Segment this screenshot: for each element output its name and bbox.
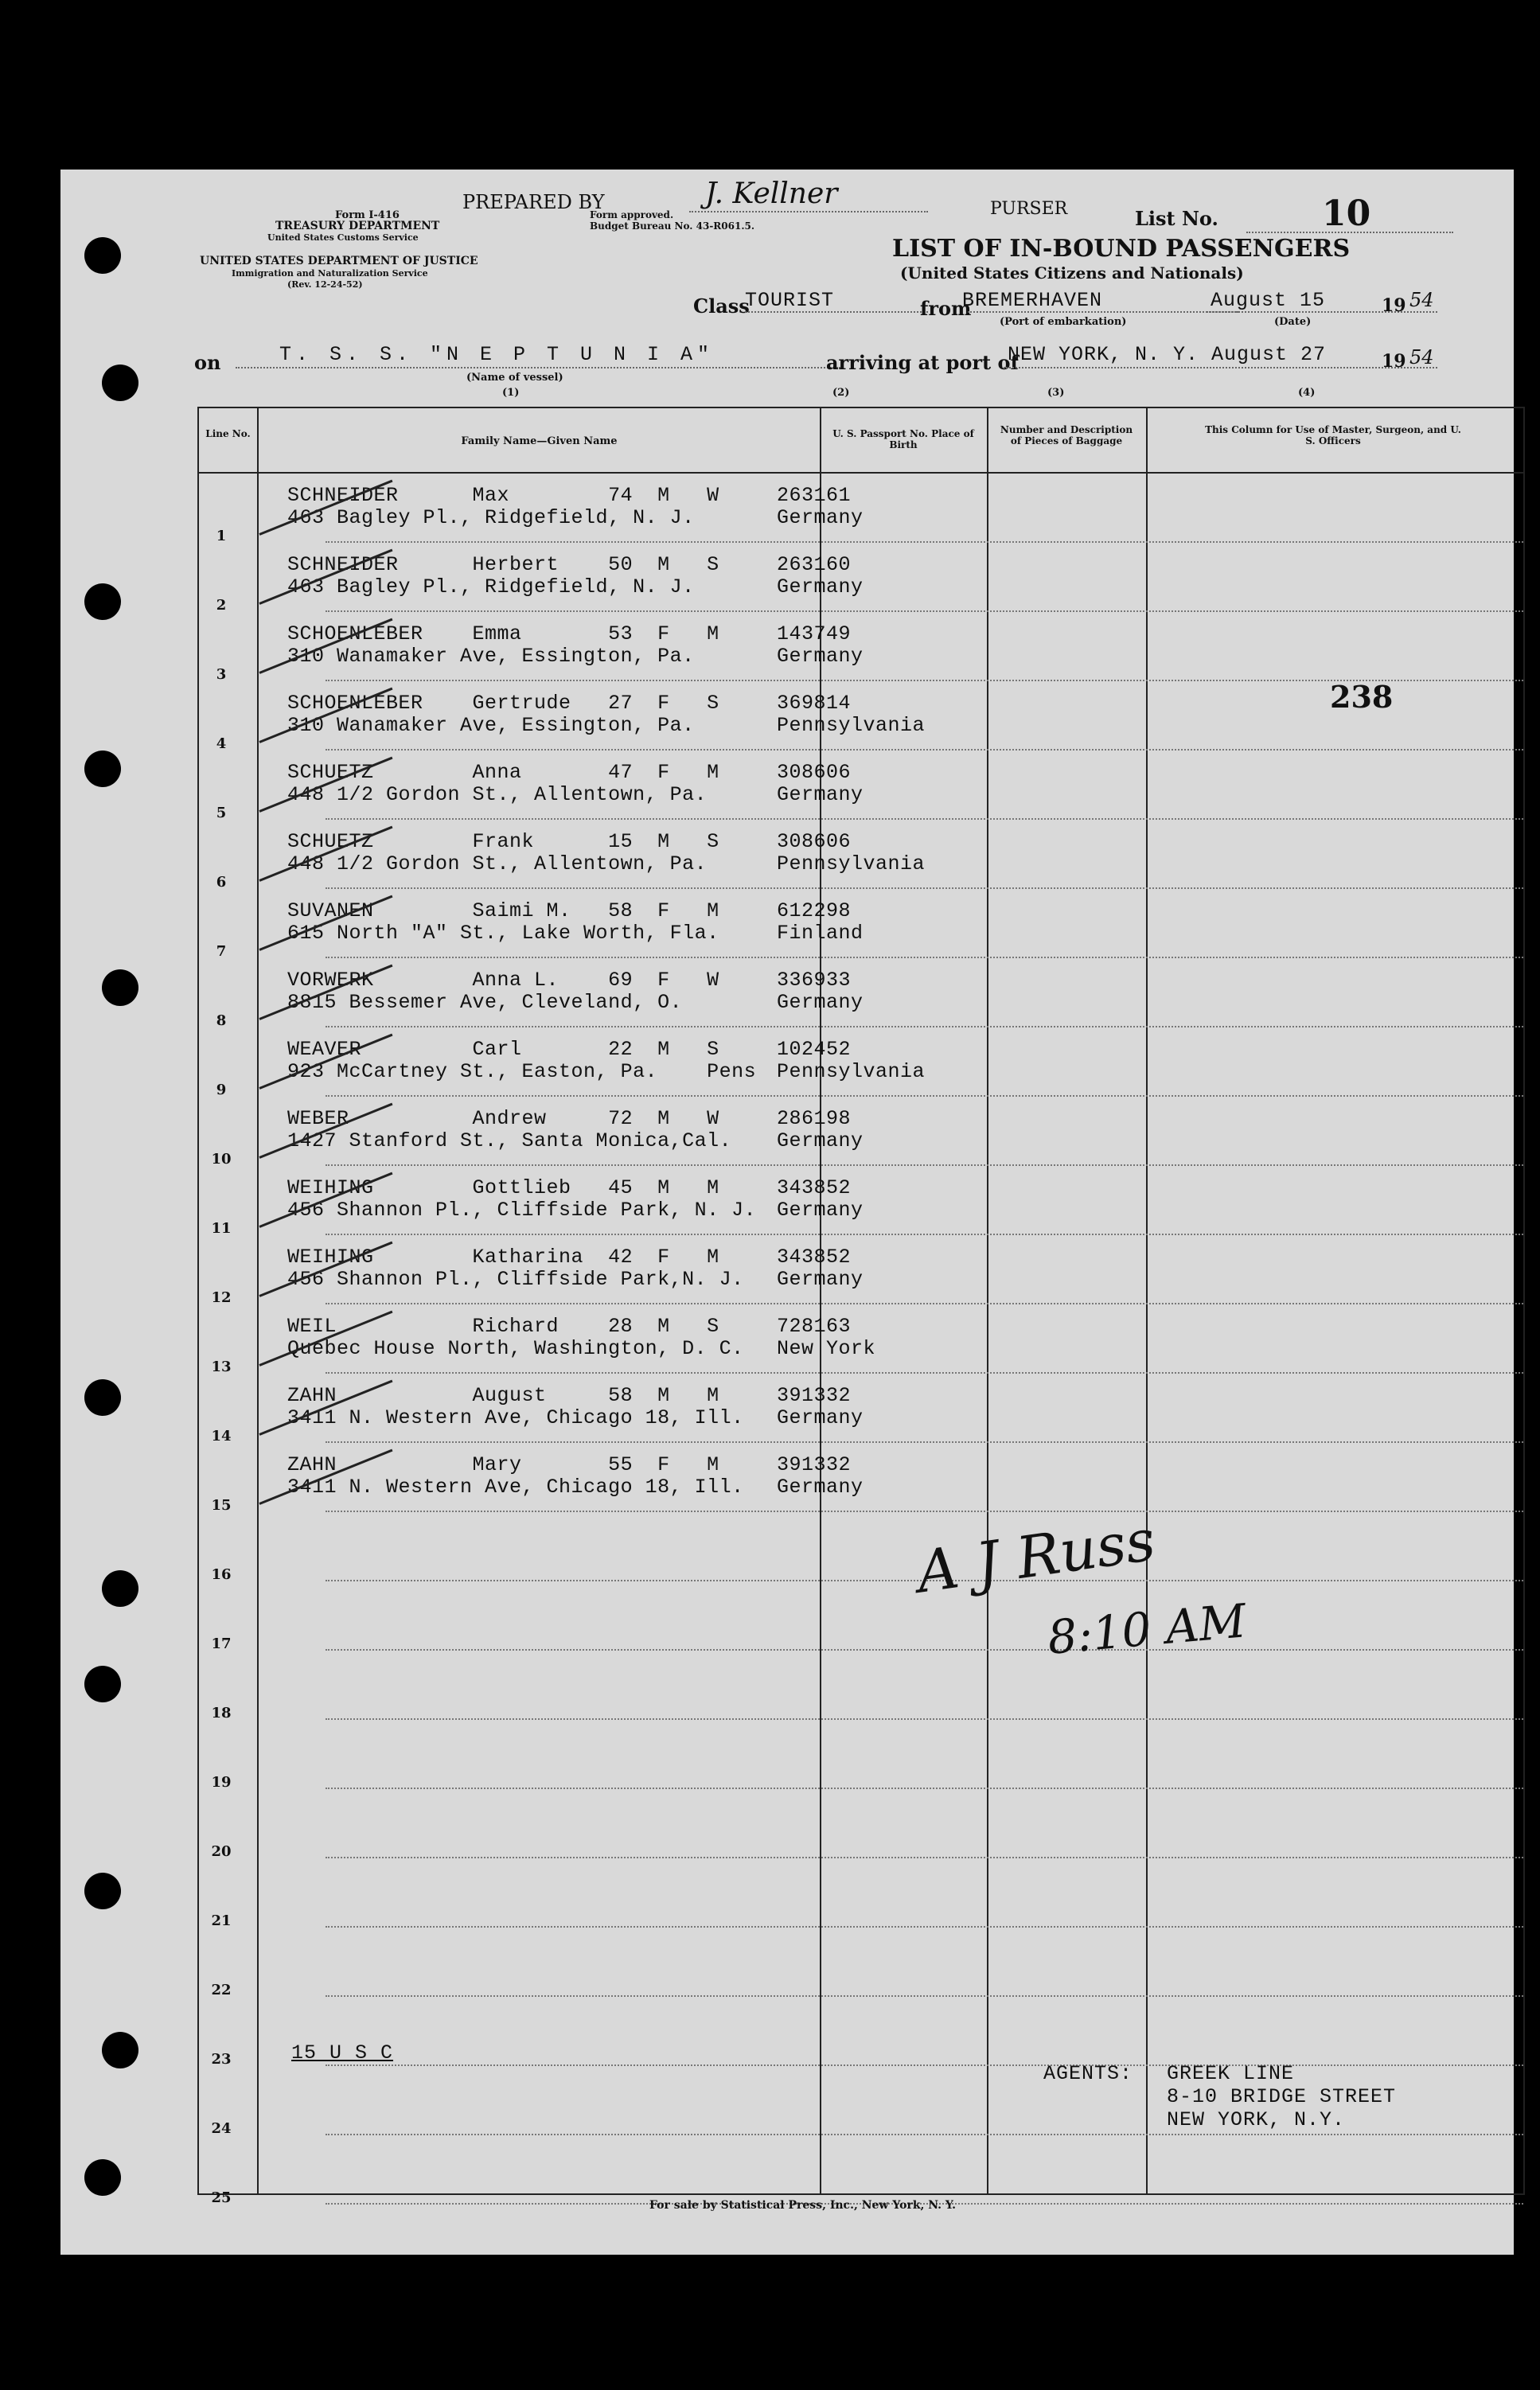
place-of-birth: Germany xyxy=(777,1129,864,1152)
year-prefix-2: 19 xyxy=(1382,351,1406,372)
row-rule xyxy=(326,957,1523,958)
punch-hole xyxy=(84,751,121,787)
passenger-name: ZAHN Mary 55 F M xyxy=(287,1453,719,1476)
class-label: Class xyxy=(693,294,750,318)
passenger-address: 448 1/2 Gordon St., Allentown, Pa. xyxy=(287,852,708,875)
passenger-name: SUVANEN Saimi M. 58 F M xyxy=(287,899,719,922)
passenger-name: ZAHN August 58 M M xyxy=(287,1384,719,1407)
passenger-name: SCHNEIDER Herbert 50 M S xyxy=(287,553,719,576)
place-of-birth: Germany xyxy=(777,991,864,1014)
line-number: 13 xyxy=(211,1359,232,1375)
on-label: on xyxy=(194,351,221,374)
row-rule xyxy=(326,1303,1523,1304)
passenger-address: 456 Shannon Pl., Cliffside Park, N. J. xyxy=(287,1199,757,1222)
place-of-birth: Pennsylvania xyxy=(777,852,926,875)
line-number: 15 xyxy=(211,1497,232,1514)
punch-hole xyxy=(84,583,121,620)
header-line-no: Line No. xyxy=(205,428,251,439)
row-rule xyxy=(326,1718,1523,1720)
line-number: 18 xyxy=(211,1705,232,1721)
passenger-address: 463 Bagley Pl., Ridgefield, N. J. xyxy=(287,575,695,598)
header-divider xyxy=(199,472,1523,474)
passenger-address: 8815 Bessemer Ave, Cleveland, O. xyxy=(287,991,683,1014)
passenger-address: 448 1/2 Gordon St., Allentown, Pa. xyxy=(287,783,708,806)
header-baggage: Number and Description of Pieces of Baggage xyxy=(1000,424,1133,446)
row-rule xyxy=(326,1788,1523,1789)
from-label: from xyxy=(920,297,972,320)
passenger-name: SCHUETZ Frank 15 M S xyxy=(287,830,719,853)
row-rule xyxy=(326,749,1523,751)
passport-number: 263160 xyxy=(777,553,852,576)
passport-number: 391332 xyxy=(777,1384,852,1407)
line-number: 7 xyxy=(216,943,227,960)
purser-label: PURSER xyxy=(990,199,1068,219)
passenger-name: SCHUETZ Anna 47 F M xyxy=(287,761,719,784)
row-rule xyxy=(326,887,1523,889)
punch-hole xyxy=(102,969,138,1006)
form-approved: Form approved. xyxy=(590,209,674,220)
place-of-birth: Germany xyxy=(777,1199,864,1222)
place-of-birth: Germany xyxy=(777,783,864,806)
row-rule xyxy=(326,1995,1523,1997)
place-of-birth: Germany xyxy=(777,1476,864,1499)
line-number: 10 xyxy=(211,1151,232,1168)
line-number: 17 xyxy=(211,1636,232,1652)
row-rule xyxy=(326,1857,1523,1858)
class-value: TOURIST xyxy=(745,289,835,312)
agents-label: AGENTS: xyxy=(1043,2062,1133,2085)
place-of-birth: Finland xyxy=(777,922,864,945)
passenger-name: WEIHING Gottlieb 45 M M xyxy=(287,1176,719,1199)
punch-hole xyxy=(84,1379,121,1416)
passport-number: 612298 xyxy=(777,899,852,922)
line-number: 4 xyxy=(216,735,227,752)
punch-hole xyxy=(102,1570,138,1607)
passenger-name: WEIL Richard 28 M S xyxy=(287,1315,719,1338)
passenger-name: SCHNEIDER Max 74 M W xyxy=(287,484,719,507)
vessel-name: T. S. S. "N E P T U N I A" xyxy=(279,343,715,366)
revision-date: (Rev. 12-24-52) xyxy=(287,279,363,290)
vessel-line xyxy=(236,367,840,368)
header-passport: U. S. Passport No. Place of Birth xyxy=(832,428,974,450)
date-caption: (Date) xyxy=(1274,316,1312,328)
immigration-service: Immigration and Naturalization Service xyxy=(232,268,428,279)
passenger-address: 310 Wanamaker Ave, Essington, Pa. xyxy=(287,714,695,737)
row-rule xyxy=(326,1649,1523,1651)
prepared-by-signature: J. Kellner xyxy=(705,177,838,210)
line-number: 19 xyxy=(211,1774,232,1791)
line-number: 12 xyxy=(211,1289,232,1306)
row-rule xyxy=(326,1511,1523,1512)
form-number: Form I-416 xyxy=(335,209,400,221)
punch-hole xyxy=(84,2159,121,2196)
passenger-name: SCHOENLEBER Gertrude 27 F S xyxy=(287,692,719,715)
passport-number: 343852 xyxy=(777,1176,852,1199)
prepared-by-label: PREPARED BY xyxy=(462,191,605,213)
year-value-2: 54 xyxy=(1409,346,1434,368)
line-number: 11 xyxy=(211,1220,232,1237)
time-stamp: 8:10 AM xyxy=(1045,1593,1249,1665)
treasury-dept: TREASURY DEPARTMENT xyxy=(275,220,440,232)
column-number-4: (4) xyxy=(1298,387,1316,399)
arrival-port-date: NEW YORK, N. Y. August 27 xyxy=(1008,343,1327,366)
passport-number: 263161 xyxy=(777,484,852,507)
passport-number: 391332 xyxy=(777,1453,852,1476)
form-title: LIST OF IN-BOUND PASSENGERS xyxy=(892,235,1351,263)
column-number-1: (1) xyxy=(502,387,520,399)
column-number-3: (3) xyxy=(1047,387,1065,399)
row-rule xyxy=(326,1372,1523,1374)
justice-dept: UNITED STATES DEPARTMENT OF JUSTICE xyxy=(200,255,478,267)
row-rule xyxy=(326,2064,1523,2066)
place-of-birth: Pennsylvania xyxy=(777,1060,926,1083)
passenger-address: 1427 Stanford St., Santa Monica,Cal. xyxy=(287,1129,732,1152)
passenger-name: SCHOENLEBER Emma 53 F M xyxy=(287,622,719,645)
passenger-address: 3411 N. Western Ave, Chicago 18, Ill. xyxy=(287,1406,744,1429)
port-embarkation: BREMERHAVEN xyxy=(962,289,1103,312)
class-line xyxy=(745,311,928,313)
inspector-signature: A J Russ xyxy=(912,1506,1160,1606)
punch-hole xyxy=(84,237,121,274)
punch-hole xyxy=(84,1873,121,1909)
agent-line-1: GREEK LINE xyxy=(1167,2062,1295,2085)
budget-bureau: Budget Bureau No. 43-R061.5. xyxy=(590,220,755,232)
passenger-address: 463 Bagley Pl., Ridgefield, N. J. xyxy=(287,506,695,529)
list-no-label: List No. xyxy=(1135,207,1218,230)
row-rule xyxy=(326,1095,1523,1097)
agent-line-2: 8-10 BRIDGE STREET xyxy=(1167,2085,1397,2108)
row-rule xyxy=(326,610,1523,612)
line-number: 24 xyxy=(211,2120,232,2137)
arriving-label: arriving at port of xyxy=(826,351,1019,374)
vessel-caption: (Name of vessel) xyxy=(466,372,563,384)
row-rule xyxy=(326,1164,1523,1166)
line-number: 25 xyxy=(211,2189,232,2206)
place-of-birth: Germany xyxy=(777,575,864,598)
line-number: 5 xyxy=(216,805,227,821)
from-line xyxy=(968,311,1238,313)
place-of-birth: Pennsylvania xyxy=(777,714,926,737)
punch-hole xyxy=(84,1666,121,1702)
line-number: 1 xyxy=(216,528,227,544)
passport-number: 308606 xyxy=(777,761,852,784)
row-rule xyxy=(326,1026,1523,1027)
line-number: 14 xyxy=(211,1428,232,1445)
col-divider-1 xyxy=(257,408,259,2193)
arrival-line xyxy=(1004,367,1437,368)
agent-line-3: NEW YORK, N.Y. xyxy=(1167,2108,1346,2131)
passport-number: 102452 xyxy=(777,1038,852,1061)
header-officers: This Column for Use of Master, Surgeon, and U. S. Officers xyxy=(1205,424,1461,446)
passport-number: 286198 xyxy=(777,1107,852,1130)
prepared-by-line xyxy=(689,211,928,212)
line-number: 20 xyxy=(211,1843,232,1860)
punch-hole xyxy=(102,365,138,401)
line-number: 3 xyxy=(216,666,227,683)
list-no-value: 10 xyxy=(1322,193,1371,234)
line-number: 16 xyxy=(211,1566,232,1583)
year-value-1: 54 xyxy=(1409,289,1434,311)
passport-number: 369814 xyxy=(777,692,852,715)
line-number: 2 xyxy=(216,597,227,614)
place-of-birth: New York xyxy=(777,1337,876,1360)
passport-number: 343852 xyxy=(777,1246,852,1269)
passenger-address: 615 North "A" St., Lake Worth, Fla. xyxy=(287,922,719,945)
departure-date: August 15 xyxy=(1211,289,1326,312)
place-of-birth: Germany xyxy=(777,1268,864,1291)
column-number-2: (2) xyxy=(832,387,850,399)
place-of-birth: Germany xyxy=(777,506,864,529)
place-of-birth: Germany xyxy=(777,1406,864,1429)
passport-number: 336933 xyxy=(777,969,852,992)
passenger-address: 456 Shannon Pl., Cliffside Park,N. J. xyxy=(287,1268,744,1291)
row-rule xyxy=(326,818,1523,820)
passport-number: 143749 xyxy=(777,622,852,645)
footer-printer: For sale by Statistical Press, Inc., New York, N. Y. xyxy=(649,2199,956,2212)
summary-count: 15 U S C xyxy=(291,2041,394,2064)
year-prefix-1: 19 xyxy=(1382,295,1406,316)
customs-service: United States Customs Service xyxy=(267,232,419,243)
passenger-address: 310 Wanamaker Ave, Essington, Pa. xyxy=(287,645,695,668)
header-name: Family Name—Given Name xyxy=(461,435,618,447)
line-number: 9 xyxy=(216,1082,227,1098)
punch-hole xyxy=(102,2032,138,2068)
passport-number: 728163 xyxy=(777,1315,852,1338)
passenger-address: 923 McCartney St., Easton, Pa. Pens xyxy=(287,1060,757,1083)
passenger-address: 3411 N. Western Ave, Chicago 18, Ill. xyxy=(287,1476,744,1499)
line-number: 21 xyxy=(211,1912,232,1929)
line-number: 6 xyxy=(216,874,227,891)
passenger-address: Quebec House North, Washington, D. C. xyxy=(287,1337,744,1360)
form-subtitle: (United States Citizens and Nationals) xyxy=(900,263,1244,283)
row-rule xyxy=(326,1441,1523,1443)
row-rule xyxy=(326,2134,1523,2135)
port-embark-caption: (Port of embarkation) xyxy=(1000,316,1127,328)
place-of-birth: Germany xyxy=(777,645,864,668)
line-number: 22 xyxy=(211,1982,232,1998)
passenger-name: WEBER Andrew 72 M W xyxy=(287,1107,719,1130)
passenger-name: VORWERK Anna L. 69 F W xyxy=(287,969,719,992)
line-number: 8 xyxy=(216,1012,227,1029)
form-page xyxy=(60,170,1514,2255)
passenger-name: WEAVER Carl 22 M S xyxy=(287,1038,719,1061)
passport-number: 308606 xyxy=(777,830,852,853)
line-number: 23 xyxy=(211,2051,232,2068)
row-rule xyxy=(326,541,1523,543)
row-rule xyxy=(326,1926,1523,1928)
passenger-name: WEIHING Katharina 42 F M xyxy=(287,1246,719,1269)
count-number: 238 xyxy=(1330,679,1394,715)
row-rule xyxy=(326,1234,1523,1235)
